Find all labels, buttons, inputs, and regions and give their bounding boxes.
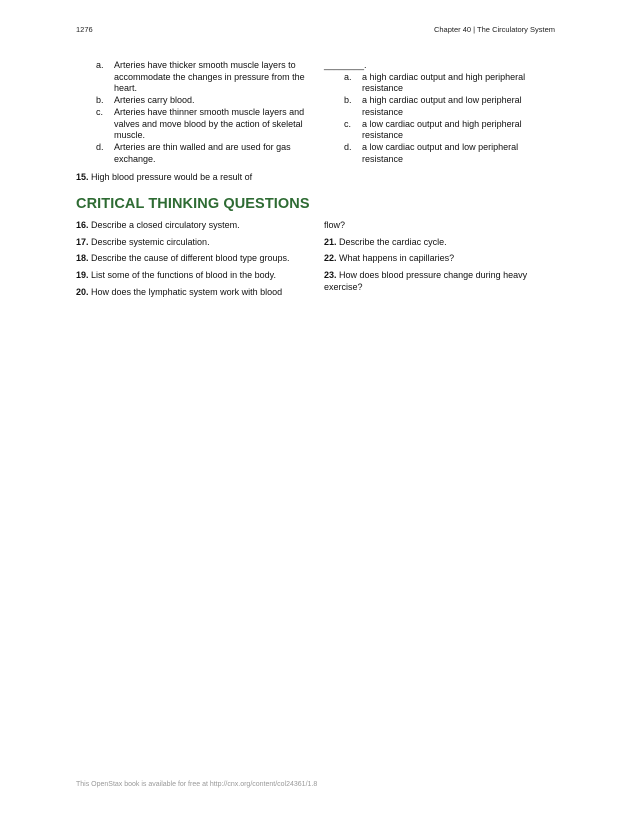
q15-option-a bbox=[324, 72, 556, 95]
question-number: 17. bbox=[76, 236, 89, 247]
question-20-continuation: flow? bbox=[324, 220, 346, 230]
question-text: Describe the cause of different blood type groups. bbox=[91, 253, 290, 264]
question-text: Describe the cardiac cycle. bbox=[339, 236, 447, 247]
option-text: Arteries have thinner smooth muscle layers and valves and move blood by the action of skeletal muscle. bbox=[114, 106, 305, 141]
option-letter: d. bbox=[96, 141, 104, 152]
option-letter: a. bbox=[96, 60, 104, 70]
question-number: 20. bbox=[76, 286, 89, 297]
question-23 bbox=[324, 270, 556, 293]
q15-option-c bbox=[324, 119, 556, 142]
q14-option-d bbox=[76, 142, 308, 165]
question-number: 18. bbox=[76, 253, 89, 264]
option-text: Arteries have thicker smooth muscle layers to accommodate the changes in pressure from the heart. bbox=[114, 60, 305, 94]
option-letter: d. bbox=[344, 141, 352, 152]
question-20 bbox=[76, 287, 308, 299]
left-column-top bbox=[76, 60, 308, 184]
q15-option-b bbox=[324, 95, 556, 118]
question-number: 19. bbox=[76, 270, 89, 281]
chapter-title: Chapter 40 | The Circulatory System bbox=[433, 25, 555, 34]
question-number: 16. bbox=[76, 220, 89, 230]
answer-blank: ________. bbox=[324, 60, 367, 70]
question-19 bbox=[76, 270, 308, 282]
section-heading: CRITICAL THINKING QUESTIONS bbox=[76, 196, 310, 212]
question-17 bbox=[76, 237, 308, 249]
question-number: 23. bbox=[324, 270, 337, 281]
option-letter: b. bbox=[344, 95, 352, 106]
page-number: 1276 bbox=[76, 25, 93, 34]
q14-option-b bbox=[76, 95, 308, 107]
option-letter: c. bbox=[96, 106, 104, 117]
question-18 bbox=[76, 253, 308, 265]
question-16 bbox=[76, 220, 308, 232]
right-column-top bbox=[324, 60, 556, 165]
question-text: Describe systemic circulation. bbox=[91, 236, 210, 247]
q15-option-d bbox=[324, 142, 556, 165]
question-15 bbox=[76, 172, 308, 184]
q14-option-a bbox=[76, 60, 308, 95]
question-21 bbox=[324, 237, 556, 249]
option-letter: c. bbox=[344, 118, 352, 129]
question-text: What happens in capillaries? bbox=[339, 253, 455, 264]
q14-option-c bbox=[76, 107, 308, 142]
option-letter: a. bbox=[344, 71, 352, 82]
question-number: 15. bbox=[76, 172, 89, 183]
option-text: Arteries carry blood. bbox=[114, 95, 195, 106]
question-stem: High blood pressure would be a result of bbox=[91, 172, 253, 183]
footer-note: This OpenStax book is available for free at http://cnx.org/content/col24361/1.8 bbox=[76, 781, 318, 788]
question-22 bbox=[324, 253, 556, 265]
option-text: Arteries are thin walled and are used for gas exchange. bbox=[114, 141, 291, 164]
question-number: 22. bbox=[324, 253, 337, 264]
option-text: a low cardiac output and low peripheral resistance bbox=[362, 141, 519, 164]
option-text: a low cardiac output and high peripheral resistance bbox=[362, 118, 522, 141]
question-number: 21. bbox=[324, 236, 337, 247]
critical-right-column bbox=[324, 220, 556, 299]
question-text: How does blood pressure change during heavy exercise? bbox=[324, 270, 528, 292]
option-text: a high cardiac output and low peripheral resistance bbox=[362, 95, 522, 117]
question-text: List some of the functions of blood in the body. bbox=[91, 270, 276, 281]
critical-left-column bbox=[76, 220, 308, 304]
question-text: How does the lymphatic system work with blood bbox=[91, 286, 283, 297]
option-letter: b. bbox=[96, 95, 104, 106]
option-text: a high cardiac output and high peripheral resistance bbox=[362, 71, 526, 94]
question-text: Describe a closed circulatory system. bbox=[91, 220, 240, 230]
